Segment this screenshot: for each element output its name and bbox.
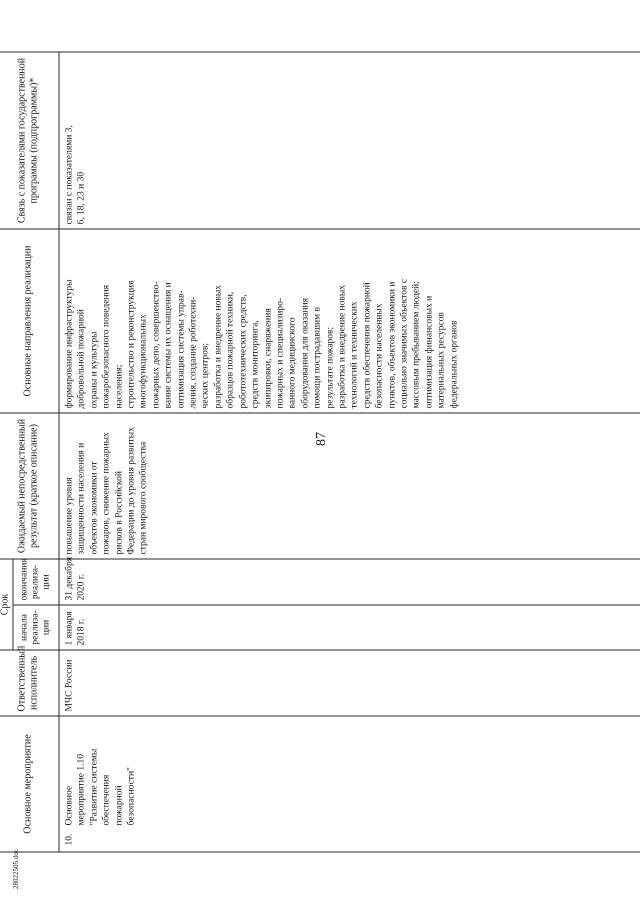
- directions-line: охраны и культуры: [89, 331, 100, 409]
- directions-line: федеральных органов: [449, 320, 460, 409]
- directions-line: результате пожаров;: [325, 326, 336, 409]
- directions-line: пожарных депо, совершенство-: [151, 281, 162, 409]
- directions-line: оборудования для оказания: [300, 298, 311, 409]
- header-link: Связь с показателями государственной программы (подпрограммы)*: [0, 52, 59, 229]
- directions-line: населения;: [114, 364, 125, 409]
- directions-line: пожарных и специализиро-: [275, 298, 286, 409]
- directions-line: робототехнических средств,: [238, 294, 249, 409]
- directions-line: вание системы их оснащения и: [163, 282, 174, 409]
- result-cell: повышение уровня защищенности населения и объектов экономики от пожаров, снижение пожарных рисков в Российской Федерации до уровня развитых стран мирового сообщества: [59, 413, 640, 559]
- header-end: окончания реализа- ции: [13, 559, 59, 605]
- header-directions: Основные направления реализации: [0, 229, 59, 413]
- events-table: [0, 52, 640, 853]
- directions-line: пожаробезопасного поведения: [101, 285, 112, 409]
- header-result: Ожидаемый непосредственный результат (краткое описание): [0, 413, 59, 559]
- event-name: Основное мероприятие 1.10 "Развитие системы обеспечения пожарной безопасности": [64, 748, 137, 826]
- directions-line: материальных ресурсов: [436, 312, 447, 409]
- directions-line: многофункциональных: [138, 314, 149, 409]
- directions-line: помощи пострадавшим в: [312, 306, 323, 409]
- row-number: 10.: [64, 833, 75, 846]
- start-date-cell: 1 января 2018 г.: [59, 605, 640, 650]
- directions-line: средств обеспечения пожарной: [362, 282, 373, 409]
- directions-line: ванного медицинского: [287, 317, 298, 409]
- directions-line: оптимизация системы управ-: [176, 290, 187, 409]
- directions-line: массовым пребыванием людей;: [411, 281, 422, 409]
- directions-line: добровольной пожарной: [76, 309, 87, 409]
- directions-line: технологий и технических: [349, 301, 360, 409]
- header-executor: Ответственный исполнитель: [0, 650, 59, 716]
- executor-cell: МЧС России: [59, 650, 640, 716]
- directions-line: безопасности населенных: [374, 303, 385, 409]
- directions-line: оптимизация финансовых и: [424, 295, 435, 409]
- document-code: 28022505.doc: [12, 849, 20, 889]
- directions-line: формирование инфраструктуры: [64, 279, 75, 409]
- end-date-cell: 31 декабря 2020 г.: [59, 559, 640, 605]
- directions-line: социально значимых объектов с: [399, 278, 410, 409]
- event-cell: [59, 716, 640, 852]
- directions-line: пунктов, объектов экономики и: [387, 281, 398, 409]
- page-number: 87: [314, 432, 329, 446]
- rotated-table-sheet: [0, 53, 640, 853]
- header-start: начала реализа- ции: [13, 605, 59, 650]
- directions-cell: [59, 229, 640, 413]
- directions-line: ческих центров;: [200, 342, 211, 409]
- directions-line: образцов пожарной техники,: [225, 291, 236, 409]
- header-term: Срок: [0, 559, 13, 650]
- directions-line: разработка и внедрение новых: [337, 285, 348, 409]
- directions-line: экипировки, снаряжения: [263, 308, 273, 409]
- directions-line: средств мониторинга,: [250, 320, 261, 409]
- table-row: [59, 52, 640, 852]
- directions-line: разработка и внедрение новых: [213, 285, 224, 409]
- directions-line: ления, создание роботехни-: [188, 296, 199, 409]
- header-event: Основное мероприятие: [0, 716, 59, 852]
- link-cell: связан с показателями 3, 6, 18, 23 и 30: [59, 52, 640, 229]
- directions-line: строительство и реконструкция: [126, 280, 137, 409]
